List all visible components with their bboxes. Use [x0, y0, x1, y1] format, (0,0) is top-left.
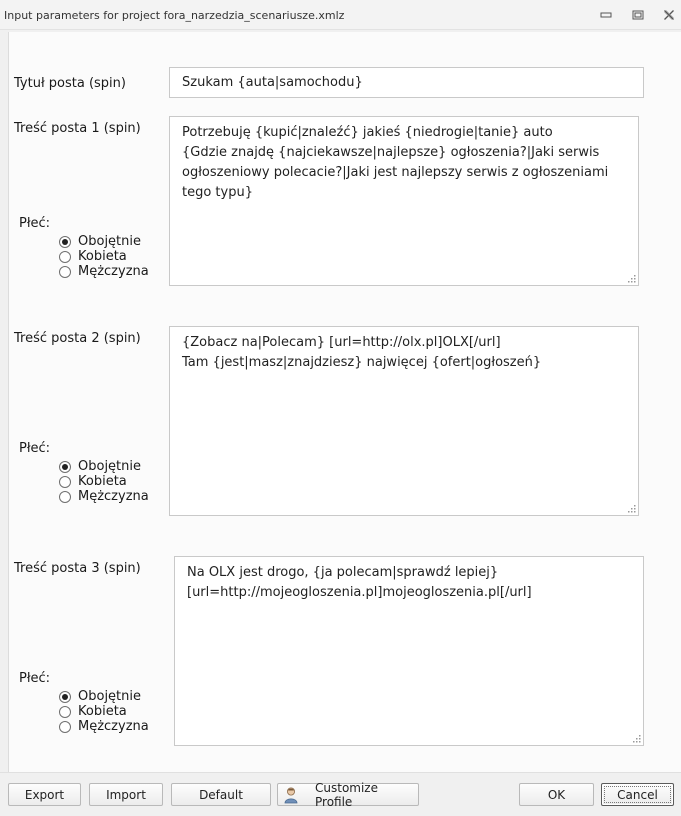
post-2-gender-label: Płeć:: [19, 441, 51, 456]
radio-unchecked-icon: [59, 476, 71, 488]
customize-profile-button[interactable]: [277, 780, 419, 809]
post-1-gender-group: [59, 234, 149, 279]
radio-unchecked-icon: [59, 266, 71, 278]
post-2-line: Tam {jest|masz|znajdziesz} najwięcej {ofert|ogłoszeń}: [182, 355, 542, 370]
button-bar: [0, 772, 681, 816]
ok-button-label: OK: [547, 787, 566, 802]
radio-checked-icon: [59, 691, 71, 703]
import-button-label: Import: [106, 787, 146, 802]
export-button[interactable]: [8, 783, 81, 806]
cancel-button-label: Cancel: [617, 787, 658, 802]
post-3-radio-mezczyzna[interactable]: Mężczyzna: [59, 719, 149, 734]
radio-checked-icon: [59, 236, 71, 248]
post-1-gender-label: Płeć:: [19, 216, 51, 231]
radio-unchecked-icon: [59, 706, 71, 718]
post-1-line: Potrzebuję {kupić|znaleźć} jakieś {niedrogie|tanie} auto: [182, 125, 553, 140]
post-2-radio-kobieta[interactable]: Kobieta: [59, 474, 149, 489]
close-icon[interactable]: [660, 7, 678, 23]
post-1-label: Treść posta 1 (spin): [14, 121, 141, 136]
window-titlebar: [0, 0, 681, 30]
post-2-radio-obojetnie[interactable]: Obojętnie: [59, 459, 149, 474]
cancel-button[interactable]: [601, 783, 674, 806]
ok-button[interactable]: [519, 783, 594, 806]
import-button[interactable]: [89, 783, 163, 806]
post-2-label: Treść posta 2 (spin): [14, 331, 141, 346]
post-3-textarea[interactable]: [174, 556, 644, 746]
post-2-line: {Zobacz na|Polecam} [url=http://olx.pl]OLX[/url]: [182, 335, 501, 350]
title-label: Tytuł posta (spin): [14, 76, 126, 91]
post-1-radio-obojetnie[interactable]: Obojętnie: [59, 234, 149, 249]
post-3-line: [url=http://mojeogloszenia.pl]mojeogloszenia.pl[/url]: [187, 585, 532, 600]
default-button[interactable]: [171, 783, 271, 806]
export-button-label: Export: [24, 787, 65, 802]
resize-grip-icon[interactable]: [633, 735, 641, 743]
post-3-label: Treść posta 3 (spin): [14, 561, 141, 576]
post-1-radio-kobieta[interactable]: Kobieta: [59, 249, 149, 264]
minimize-icon[interactable]: [597, 7, 615, 23]
radio-unchecked-icon: [59, 721, 71, 733]
post-3-gender-label: Płeć:: [19, 671, 51, 686]
post-3-radio-kobieta[interactable]: Kobieta: [59, 704, 149, 719]
radio-unchecked-icon: [59, 251, 71, 263]
customize-profile-label: Customize Profile: [315, 780, 378, 809]
post-3-gender-group: [59, 689, 149, 734]
resize-grip-icon[interactable]: [628, 275, 636, 283]
title-input[interactable]: [169, 67, 644, 98]
parameters-panel: [8, 32, 681, 772]
post-2-textarea[interactable]: [169, 326, 639, 516]
post-2-radio-mezczyzna[interactable]: Mężczyzna: [59, 489, 149, 504]
default-button-label: Default: [199, 787, 243, 802]
title-input-value: Szukam {auta|samochodu}: [182, 75, 363, 90]
post-1-line: {Gdzie znajdę {najciekawsze|najlepsze} ogłoszenia?|Jaki serwis: [182, 145, 600, 160]
post-1-radio-mezczyzna[interactable]: Mężczyzna: [59, 264, 149, 279]
maximize-icon[interactable]: [629, 7, 647, 23]
post-1-line: tego typu}: [182, 185, 253, 200]
post-3-radio-obojetnie[interactable]: Obojętnie: [59, 689, 149, 704]
user-profile-icon: [282, 786, 300, 804]
post-2-gender-group: [59, 459, 149, 504]
post-3-line: Na OLX jest drogo, {ja polecam|sprawdź lepiej}: [187, 565, 499, 580]
radio-checked-icon: [59, 461, 71, 473]
radio-unchecked-icon: [59, 491, 71, 503]
post-1-line: ogłoszeniowy polecacie?|Jaki jest najlepszy serwis z ogłoszeniami: [182, 165, 609, 180]
post-1-textarea[interactable]: [169, 116, 639, 286]
window-title: Input parameters for project fora_narzedzia_scenariusze.xmlz: [4, 9, 345, 22]
resize-grip-icon[interactable]: [628, 505, 636, 513]
